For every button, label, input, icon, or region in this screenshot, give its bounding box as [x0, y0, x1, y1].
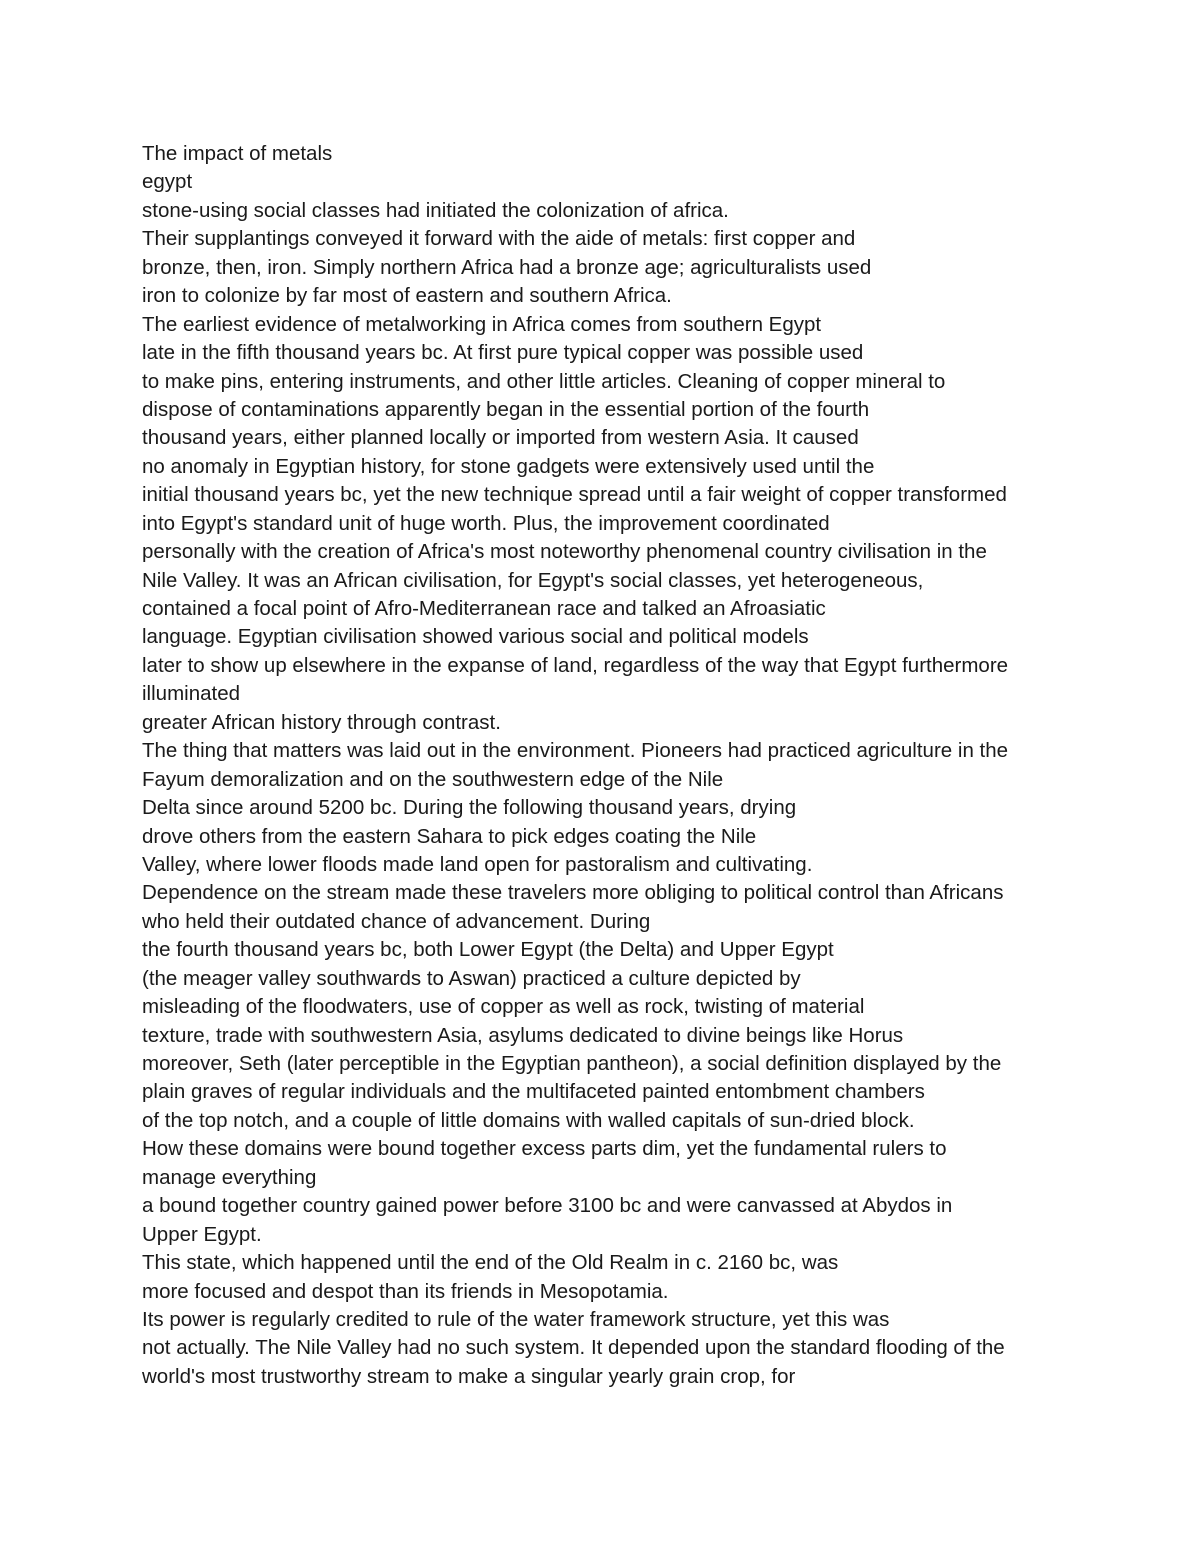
text-line: (the meager valley southwards to Aswan) practiced a culture depicted by: [142, 966, 801, 990]
text-line: misleading of the floodwaters, use of copper as well as rock, twisting of material: [142, 995, 865, 1019]
text-line: Upper Egypt.: [142, 1222, 262, 1246]
text-line: more focused and despot than its friends in Mesopotamia.: [142, 1279, 669, 1303]
text-line: The earliest evidence of metalworking in Africa comes from southern Egypt: [142, 312, 822, 336]
text-line: moreover, Seth (later perceptible in the Egyptian pantheon), a social definition displayed by the: [142, 1052, 1002, 1075]
text-line: texture, trade with southwestern Asia, asylums dedicated to divine beings like Horus: [142, 1023, 904, 1047]
text-line: thousand years, either planned locally or imported from western Asia. It caused: [142, 426, 859, 450]
text-line: Fayum demoralization and on the southwestern edge of the Nile: [142, 767, 724, 791]
text-line: bronze, then, iron. Simply northern Africa had a bronze age; agriculturalists used: [142, 255, 872, 279]
text-line: Delta since around 5200 bc. During the following thousand years, drying: [142, 796, 797, 820]
text-line: Its power is regularly credited to rule of the water framework structure, yet this was: [142, 1307, 890, 1331]
text-line: egypt: [142, 170, 193, 194]
text-line: later to show up elsewhere in the expanse of land, regardless of the way that Egypt furthermore: [142, 653, 1009, 677]
text-line: drove others from the eastern Sahara to pick edges coating the Nile: [142, 824, 757, 848]
text-line: contained a focal point of Afro-Mediterranean race and talked an Afroasiatic: [142, 597, 826, 620]
text-line: to make pins, entering instruments, and other little articles. Cleaning of copper mineral to: [142, 369, 946, 393]
text-line: How these domains were bound together excess parts dim, yet the fundamental rulers to: [142, 1137, 947, 1161]
text-line: dispose of contaminations apparently began in the essential portion of the fourth: [142, 397, 870, 421]
text-line: late in the fifth thousand years bc. At first pure typical copper was possible used: [142, 341, 864, 365]
text-line: no anomaly in Egyptian history, for stone gadgets were extensively used until the: [142, 454, 875, 478]
text-line: world's most trustworthy stream to make a singular yearly grain crop, for: [142, 1364, 796, 1388]
text-line: personally with the creation of Africa's most noteworthy phenomenal country civilisation in the: [142, 540, 987, 564]
text-line: iron to colonize by far most of eastern and southern Africa.: [142, 284, 672, 308]
text-line: stone-using social classes had initiated the colonization of africa.: [142, 198, 729, 222]
text-line: greater African history through contrast.: [142, 710, 501, 734]
text-line: The thing that matters was laid out in the environment. Pioneers had practiced agriculture in the: [142, 739, 1009, 763]
text-line: Nile Valley. It was an African civilisation, for Egypt's social classes, yet heterogeneous,: [142, 568, 924, 592]
text-line: This state, which happened until the end of the Old Realm in c. 2160 bc, was: [142, 1251, 839, 1275]
text-line: of the top notch, and a couple of little domains with walled capitals of sun-dried block.: [142, 1108, 915, 1132]
text-line: initial thousand years bc, yet the new technique spread until a fair weight of copper transformed: [142, 483, 1007, 507]
text-line: Dependence on the stream made these travelers more obliging to political control than Africans: [142, 881, 1004, 905]
text-line: plain graves of regular individuals and the multifaceted painted entombment chambers: [142, 1080, 925, 1104]
text-line: who held their outdated chance of advancement. During: [142, 909, 651, 933]
document-page: [142, 140, 1142, 1391]
text-line: illuminated: [142, 682, 240, 706]
text-line: the fourth thousand years bc, both Lower Egypt (the Delta) and Upper Egypt: [142, 938, 834, 962]
document-title: The impact of metals: [142, 142, 333, 165]
text-line: Their supplantings conveyed it forward with the aide of metals: first copper and: [142, 227, 856, 251]
text-line: language. Egyptian civilisation showed various social and political models: [142, 625, 809, 649]
text-line: manage everything: [142, 1165, 317, 1189]
text-line: a bound together country gained power before 3100 bc and were canvassed at Abydos in: [142, 1194, 953, 1218]
text-line: into Egypt's standard unit of huge worth. Plus, the improvement coordinated: [142, 511, 830, 535]
text-line: Valley, where lower floods made land open for pastoralism and cultivating.: [142, 852, 813, 876]
text-line: not actually. The Nile Valley had no such system. It depended upon the standard flooding of the: [142, 1336, 1005, 1360]
